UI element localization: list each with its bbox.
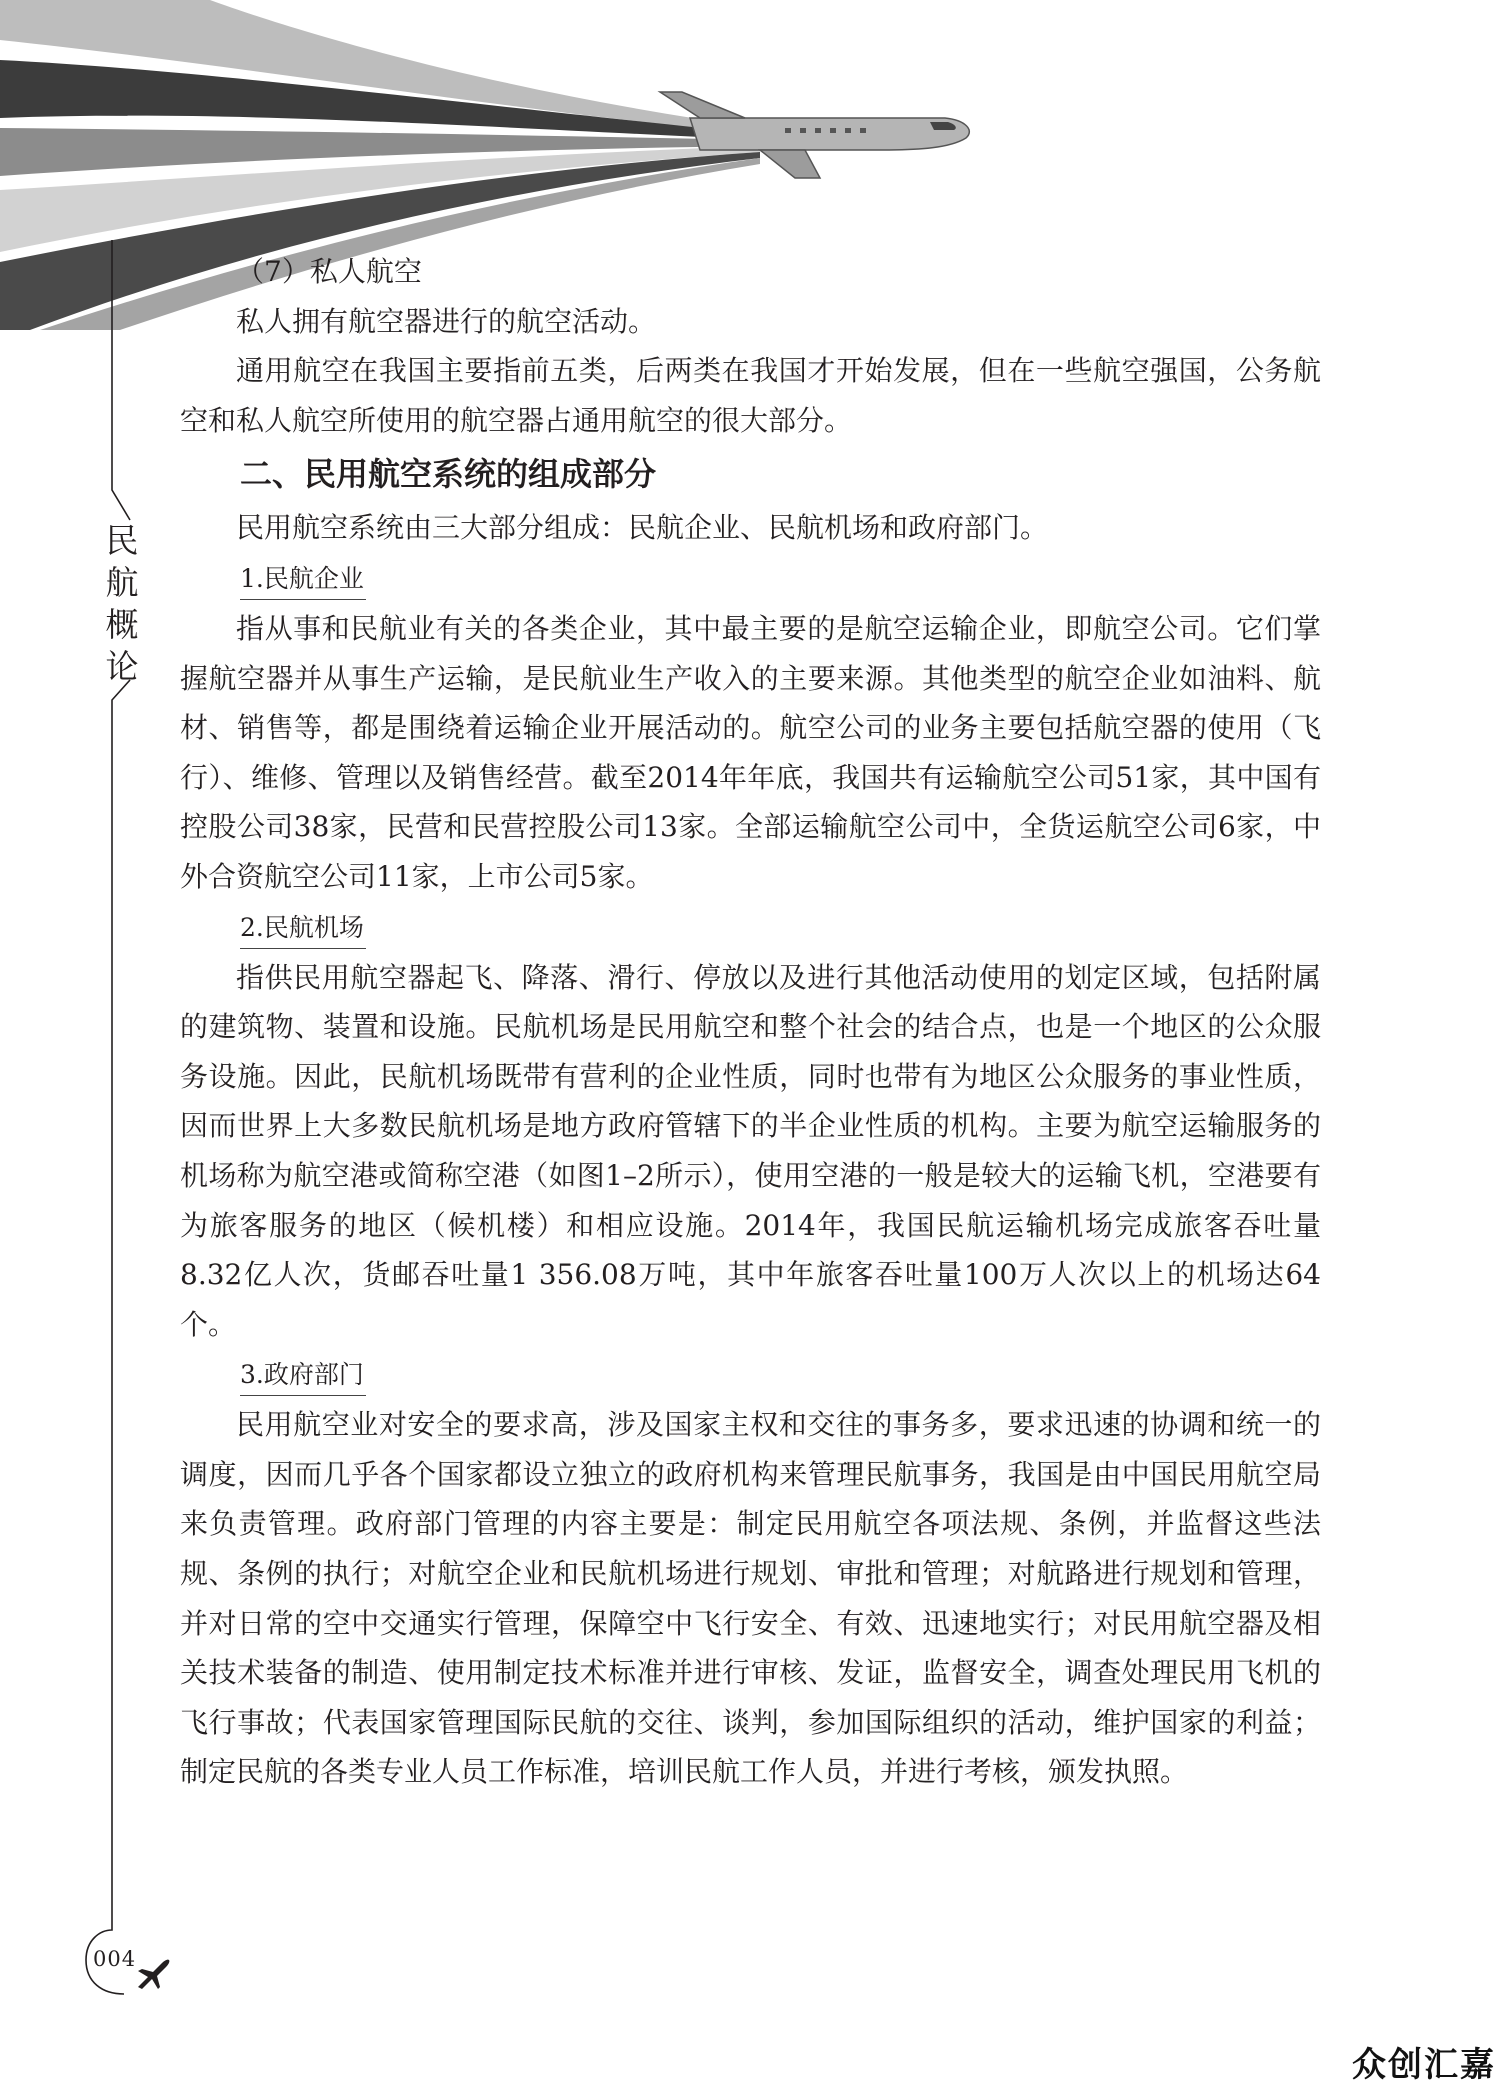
book-title-vertical xyxy=(100,520,144,688)
paragraph-general-aviation-summary: 通用航空在我国主要指前五类，后两类在我国才开始发展，但在一些航空强国，公务航空和私人航空所使用的航空器占通用航空的很大部分。 xyxy=(180,354,1321,437)
airplane-header-icon xyxy=(660,92,969,178)
paragraph-government: 民用航空业对安全的要求高，涉及国家主权和交往的事务多，要求迅速的协调和统一的调度，因而几乎各个国家都设立独立的政府机构来管理民航事务，我国是由中国民用航空局来负责管理。政府部门管理的内容主要是：制定民用航空各项法规、条例，并监督这些法规、条例的执行；对航空企业和民航机场进行规划、审批和管理；对航路进行规划和管理，并对日常的空中交通实行管理，保障空中飞行安全、有效、迅速地实行；对民用航空器及相关技术装备的制造、使用制定技术标准并进行审核、发证，监督安全，调查处理民用飞机的飞行事故；代表国家管理国际民航的交往、谈判，参加国际组织的活动，维护国家的利益；制定民航的各类专业人员工作标准，培训民航工作人员，并进行考核，颁发执照。 xyxy=(180,1408,1321,1789)
watermark-logo: 众创汇嘉 xyxy=(1352,2045,1496,2085)
paragraph-system-intro: 民用航空系统由三大部分组成：民航企业、民航机场和政府部门。 xyxy=(236,511,1049,545)
item-heading-enterprise: 1.民航企业 xyxy=(240,559,366,600)
paragraph-airport: 指供民用航空器起飞、降落、滑行、停放以及进行其他活动使用的划定区域，包括附属的建筑物、装置和设施。民航机场是民用航空和整个社会的结合点，也是一个地区的公众服务设施。因此，民航机场既带有营利的企业性质，同时也带有为地区公众服务的事业性质，因而世界上大多数民航机场是地方政府管辖下的半企业性质的机构。主要为航空运输服务的机场称为航空港或简称空港（如图1–2所示），使用空港的一般是较大的运输飞机，空港要有为旅客服务的地区（候机楼）和相应设施。2014年，我国民航运输机场完成旅客吞吐量8.32亿人次，货邮吞吐量1 356.08万吨，其中年旅客吞吐量100万人次以上的机场达64个。 xyxy=(180,960,1321,1341)
book-title-char: 航 xyxy=(105,563,139,602)
page-number: 004 xyxy=(93,1947,137,1971)
item-heading-government: 3.政府部门 xyxy=(240,1355,366,1396)
book-title-char: 论 xyxy=(105,647,139,686)
subsection-title-private-aviation: （7）私人航空 xyxy=(236,255,422,288)
book-title-char: 概 xyxy=(105,605,139,644)
airplane-footer-icon xyxy=(134,1955,172,1991)
side-margin-rail xyxy=(0,0,160,2094)
item-heading-airport: 2.民航机场 xyxy=(240,908,366,949)
paragraph-private-aviation-definition: 私人拥有航空器进行的航空活动。 xyxy=(236,304,657,338)
paragraph-enterprise: 指从事和民航业有关的各类企业，其中最主要的是航空运输企业，即航空公司。它们掌握航空器并从事生产运输，是民航业生产收入的主要来源。其他类型的航空企业如油料、航材、销售等，都是围绕着运输企业开展活动的。航空公司的业务主要包括航空器的使用（飞行）、维修、管理以及销售经营。截至2014年年底，我国共有运输航空公司51家，其中国有控股公司38家，民营和民营控股公司13家。全部运输航空公司中，全货运航空公司6家，中外合资航空公司11家，上市公司5家。 xyxy=(180,611,1321,893)
section-heading-system-components: 二、民用航空系统的组成部分 xyxy=(240,455,657,494)
book-title-char: 民 xyxy=(105,521,139,560)
page-body xyxy=(180,247,1321,1797)
